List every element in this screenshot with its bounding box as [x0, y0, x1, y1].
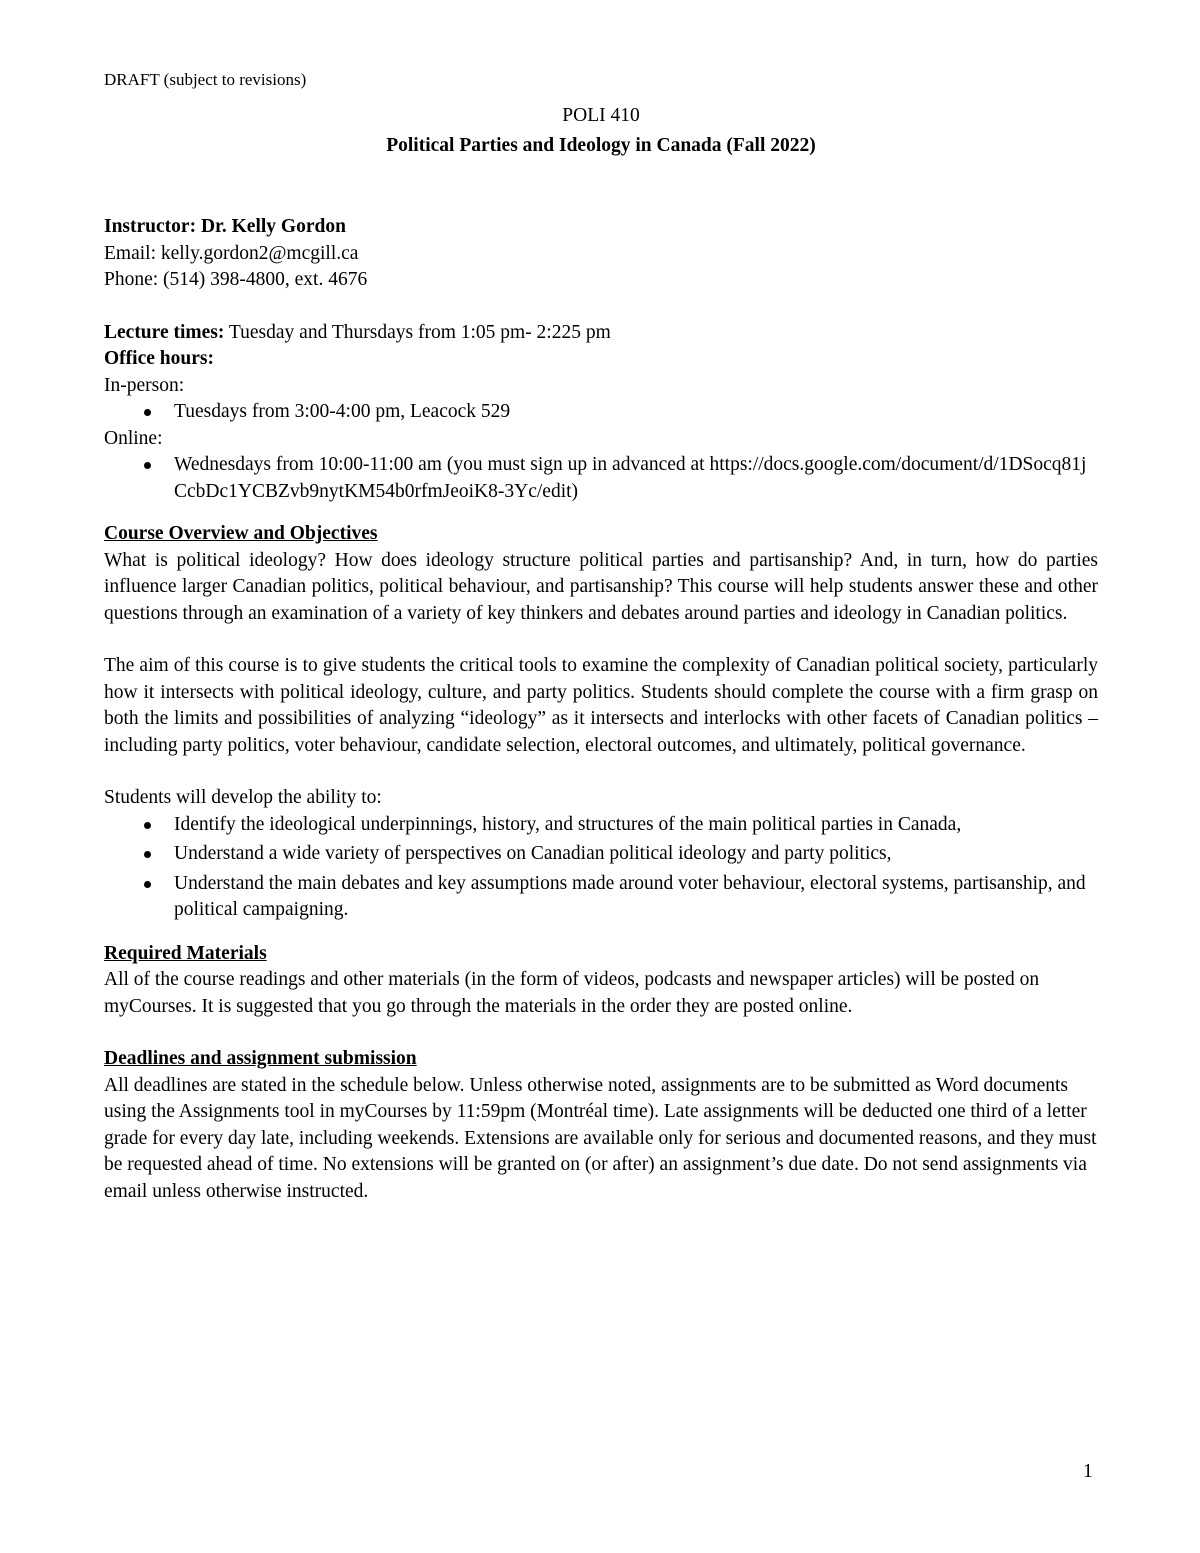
- deadlines-paragraph: All deadlines are stated in the schedule below. Unless otherwise noted, assignments are to be submitted as Word documents using the Assignments tool in myCourses by 11:59pm (Montréal time). Late assignments will be deducted one third of a letter grade for every day late, including weekends. Extensions are available only for serious and documented reasons, and they must be requested ahead of time. No extensions will be granted on (or after) an assignment’s due date. Do not send assignments via email unless otherwise instructed.: [104, 1074, 1097, 1202]
- required-materials-section: [104, 941, 1098, 1021]
- draft-note: DRAFT (subject to revisions): [104, 70, 307, 89]
- course-code: POLI 410: [562, 105, 640, 126]
- lecture-times-label: Lecture times:: [104, 321, 225, 343]
- document-page: [104, 68, 1098, 1205]
- list-item: Identify the ideological underpinnings, history, and structures of the main political parties in Canada,: [104, 812, 1098, 839]
- online-label: Online:: [104, 427, 163, 449]
- lecture-times: [104, 320, 1098, 347]
- contact-block: [104, 214, 1098, 294]
- abilities-intro: Students will develop the ability to:: [104, 787, 382, 808]
- instructor-phone: Phone: (514) 398-4800, ext. 4676: [104, 269, 368, 290]
- page-number: 1: [1083, 1461, 1093, 1482]
- abilities-list: [104, 812, 1098, 924]
- in-person-label: In-person:: [104, 374, 185, 396]
- office-hours-label: Office hours:: [104, 348, 214, 369]
- instructor-name: Instructor: Dr. Kelly Gordon: [104, 216, 346, 237]
- deadlines-section: [104, 1046, 1098, 1205]
- schedule-block: [104, 320, 1098, 506]
- course-title: Political Parties and Ideology in Canada (Fall 2022): [386, 135, 816, 156]
- list-item: Understand a wide variety of perspectives on Canadian political ideology and party politics,: [104, 841, 1098, 868]
- section-heading: Course Overview and Objectives: [104, 523, 378, 544]
- list-item: Understand the main debates and key assumptions made around voter behaviour, electoral systems, partisanship, and political campaigning.: [104, 871, 1098, 924]
- online-list: [104, 452, 1098, 505]
- instructor-email: Email: kelly.gordon2@mcgill.ca: [104, 242, 359, 264]
- lecture-times-value: Tuesday and Thursdays from 1:05 pm- 2:225 pm: [224, 321, 611, 343]
- list-item: Tuesdays from 3:00-4:00 pm, Leacock 529: [104, 399, 1098, 426]
- aim-paragraph: The aim of this course is to give students the critical tools to examine the complexity of Canadian political society, particularly how it intersects with political ideology, culture, and party politics. Students should complete the course with a firm grasp on both the limits and possibilities of analyzing “ideology” as it intersects and interlocks with other facets of Canadian politics – including party politics, voter behaviour, candidate selection, electoral outcomes, and ultimately, political governance.: [104, 655, 1098, 756]
- section-heading: Deadlines and assignment submission: [104, 1048, 417, 1069]
- course-overview-section: [104, 521, 1098, 924]
- in-person-list: [104, 399, 1098, 426]
- materials-paragraph: All of the course readings and other materials (in the form of videos, podcasts and newspaper articles) will be posted on myCourses. It is suggested that you go through the materials in the order they are posted online.: [104, 969, 1040, 1017]
- overview-paragraph: What is political ideology? How does ideology structure political parties and partisanship? And, in turn, how do parties influence larger Canadian politics, political behaviour, and partisanship? This course will help students answer these and other questions through an examination of a variety of key thinkers and debates around parties and ideology in Canadian politics.: [104, 549, 1098, 624]
- section-heading: Required Materials: [104, 942, 267, 964]
- list-item: Wednesdays from 10:00-11:00 am (you must sign up in advanced at https://docs.google.com/document/d/1DSocq81jCcbDc1YCBZvb9nytKM54b0rfmJeoiK8-3Yc/edit): [104, 452, 1098, 505]
